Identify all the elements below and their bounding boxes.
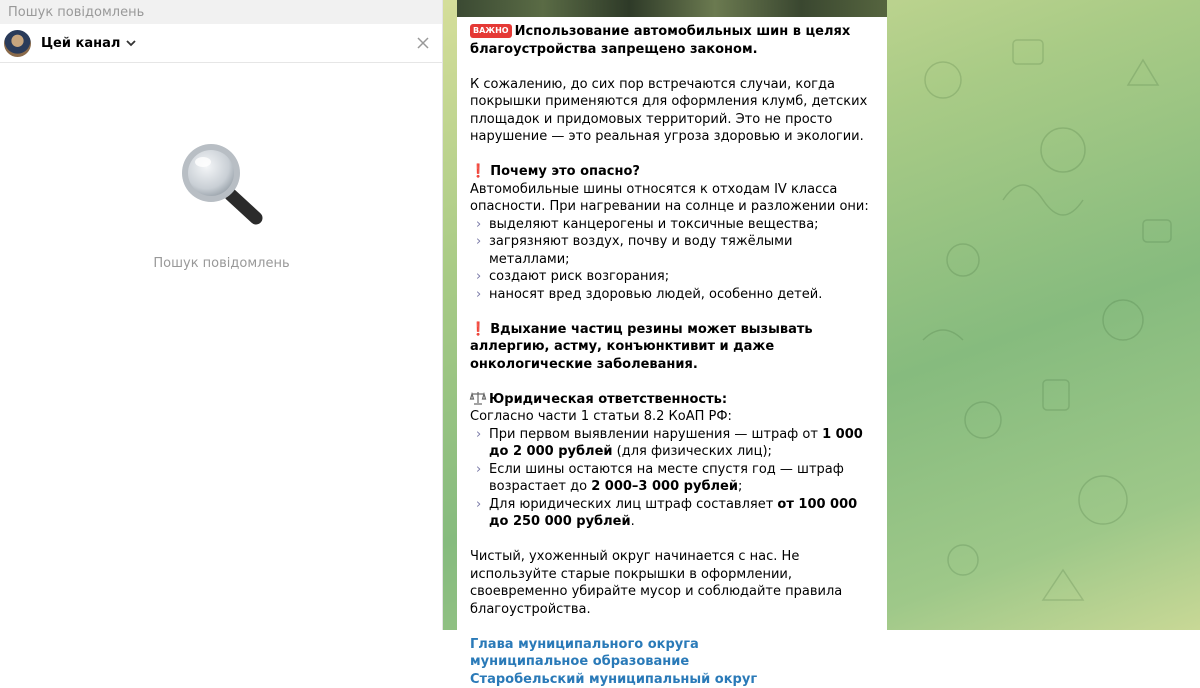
list-item [470, 286, 877, 304]
empty-state [0, 140, 443, 271]
search-scope-row [0, 24, 442, 63]
close-icon [416, 36, 430, 50]
search-input[interactable] [8, 2, 434, 22]
list-item-text: создают риск возгорания; [489, 268, 669, 286]
chevron-right-icon: › [470, 216, 489, 234]
intro-paragraph: К сожалению, до сих пор встречаются случаи, когда покрышки применяются для оформления клумб, детских площадок и придомовых территорий. Это не просто нарушение — это реальная угроза здоровью и экологии. [470, 76, 877, 146]
message-headline [470, 23, 877, 58]
message-photo[interactable] [457, 0, 887, 17]
chevron-right-icon: › [470, 496, 489, 531]
search-bar [0, 0, 442, 24]
scales-icon [470, 391, 486, 405]
exclamation-icon: ❗ [470, 164, 486, 179]
list-item: › Если шины остаются на месте спустя год — штраф возрастает до 2 000–3 000 рублей; [470, 461, 877, 496]
chevron-right-icon: › [470, 426, 489, 461]
list-item [470, 268, 877, 286]
important-badge: ВАЖНО [470, 24, 512, 38]
scope-selector[interactable]: Цей канал [41, 36, 120, 51]
hashtag-link[interactable]: Старобельский муниципальный округ [470, 671, 877, 688]
closing-paragraph: Чистый, ухоженный округ начинается с нас. Не используйте старые покрышки в оформлении, своевременно убирайте мусор и соблюдайте правила благоустройства. [470, 548, 877, 618]
message-text [457, 17, 887, 688]
magnifier-icon [176, 140, 268, 230]
close-search-button[interactable] [414, 34, 432, 52]
list-item [470, 233, 877, 268]
search-panel [0, 0, 443, 630]
chat-area [443, 0, 1200, 630]
list-item: › При первом выявлении нарушения — штраф от 1 000 до 2 000 рублей (для физических лиц); [470, 426, 877, 461]
chevron-right-icon: › [470, 268, 489, 286]
list-item-text: загрязняют воздух, почву и воду тяжёлыми металлами; [489, 233, 877, 268]
headline-text: Использование автомобильных шин в целях благоустройства запрещено законом. [470, 24, 850, 57]
legal-intro: Согласно части 1 статьи 8.2 КоАП РФ: [470, 408, 877, 426]
channel-avatar [4, 30, 31, 57]
list-item-text: выделяют канцерогены и токсичные вещества; [489, 216, 819, 234]
message-bubble[interactable] [457, 0, 887, 630]
danger-text: Автомобильные шины относятся к отходам IV класса опасности. При нагревании на солнце и разложении они: [470, 181, 877, 216]
hashtag-link[interactable]: Глава муниципального округа [470, 636, 877, 654]
allergy-paragraph [470, 321, 877, 374]
legal-title: Юридическая ответственность: [489, 392, 727, 407]
chevron-right-icon: › [470, 233, 489, 268]
chevron-right-icon: › [470, 286, 489, 304]
list-item-text: наносят вред здоровью людей, особенно детей. [489, 286, 822, 304]
list-item: › Для юридических лиц штраф составляет от 100 000 до 250 000 рублей. [470, 496, 877, 531]
exclamation-icon: ❗ [470, 322, 486, 337]
legal-heading [470, 391, 877, 409]
empty-state-text: Пошук повідомлень [0, 256, 443, 271]
chevron-down-icon[interactable] [125, 37, 137, 49]
danger-title: Почему это опасно? [490, 164, 640, 179]
hashtag-link[interactable]: муниципальное образование [470, 653, 877, 671]
allergy-text: Вдыхание частиц резины может вызывать аллергию, астму, конъюнктивит и даже онкологические заболевания. [470, 322, 813, 372]
danger-heading [470, 163, 877, 181]
chevron-right-icon: › [470, 461, 489, 496]
list-item [470, 216, 877, 234]
